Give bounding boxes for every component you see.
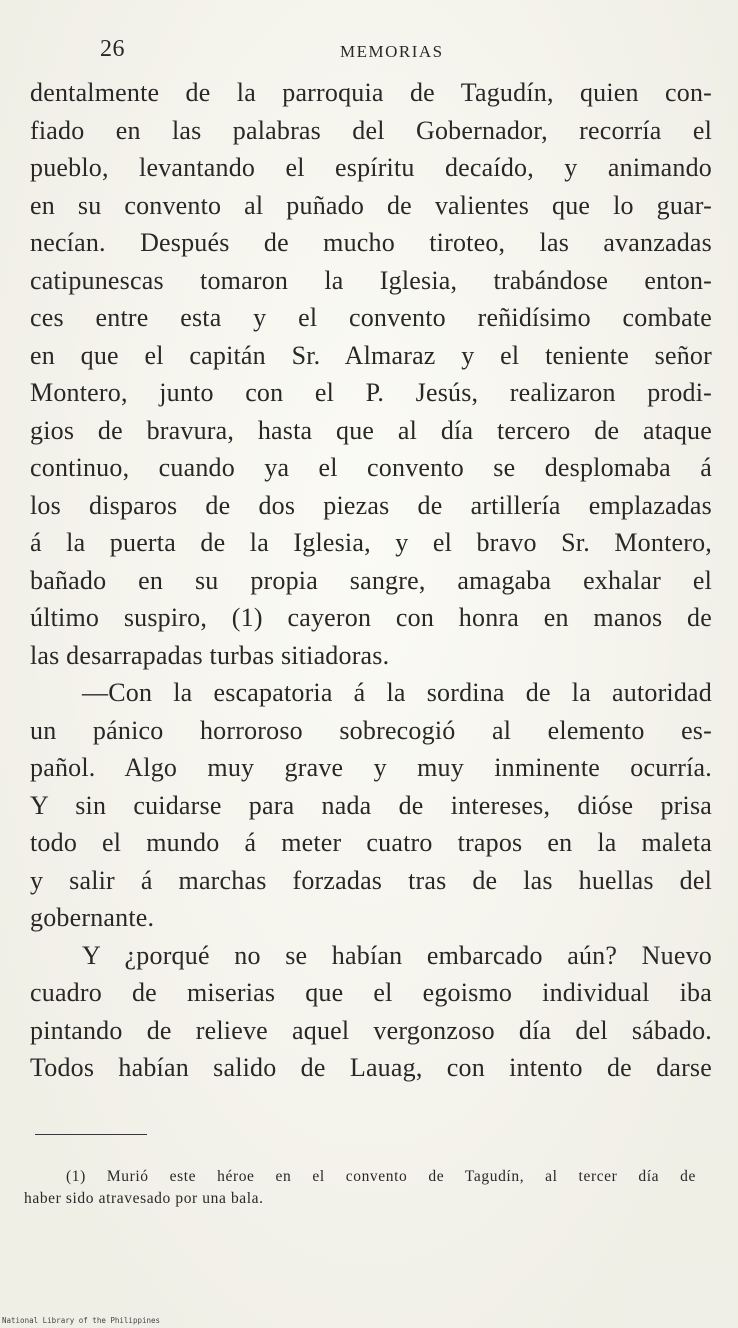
text-line: Montero, junto con el P. Jesús, realizaron prodi- <box>30 378 712 407</box>
library-credit: National Library of the Philippines <box>2 1316 161 1325</box>
text-line: pueblo, levantando el espíritu decaído, y animando <box>30 153 712 182</box>
text-line: dentalmente de la parroquia de Tagudín, quien con- <box>30 78 712 107</box>
page-header <box>100 36 640 66</box>
text-line: gobernante. <box>30 903 155 932</box>
text-line: un pánico horroroso sobrecogió al elemento es- <box>30 715 712 745</box>
footnotes <box>24 1166 696 1210</box>
footnote-line: haber sido atravesado por una bala. <box>24 1190 264 1207</box>
text-line: bañado en su propia sangre, amagaba exhalar el <box>30 565 712 595</box>
footnote-line: (1) Murió este héroe en el convento de Tagudín, al tercer día de <box>66 1168 696 1185</box>
text-line: pañol. Algo muy grave y muy inminente ocurría. <box>30 753 712 782</box>
body-text <box>30 74 712 1087</box>
text-line: fiado en las palabras del Gobernador, recorría el <box>30 115 712 145</box>
text-line: cuadro de miserias que el egoismo individual iba <box>30 978 712 1007</box>
text-line: continuo, cuando ya el convento se desplomaba á <box>30 453 712 482</box>
text-line: á la puerta de la Iglesia, y el bravo Sr. Montero, <box>30 528 712 557</box>
text-line: Y sin cuidarse para nada de intereses, dióse prisa <box>30 790 712 820</box>
text-line: todo el mundo á meter cuatro trapos en la maleta <box>30 828 712 857</box>
text-line: Y ¿porqué no se habían embarcado aún? Nuevo <box>82 940 712 970</box>
text-line: y salir á marchas forzadas tras de las huellas del <box>30 865 712 895</box>
text-line: último suspiro, (1) cayeron con honra en manos de <box>30 603 712 632</box>
running-head: MEMORIAS <box>340 42 444 61</box>
text-line: en que el capitán Sr. Almaraz y el teniente señor <box>30 340 712 370</box>
text-line: en su convento al puñado de valientes que lo guar- <box>30 190 712 220</box>
text-line: pintando de relieve aquel vergonzoso día del sábado. <box>30 1015 712 1045</box>
text-line: los disparos de dos piezas de artillería emplazadas <box>30 490 712 520</box>
text-line: ces entre esta y el convento reñidísimo combate <box>30 303 712 332</box>
text-line: catipunescas tomaron la Iglesia, trabándose enton- <box>30 265 712 295</box>
text-line: —Con la escapatoria á la sordina de la autoridad <box>82 678 712 707</box>
footnote-divider <box>35 1134 147 1135</box>
text-line: necían. Después de mucho tiroteo, las avanzadas <box>30 228 712 257</box>
text-line: gios de bravura, hasta que al día tercero de ataque <box>30 415 712 445</box>
page-number: 26 <box>100 36 125 62</box>
text-line: las desarrapadas turbas sitiadoras. <box>30 640 390 670</box>
text-line: Todos habían salido de Lauag, con intento de darse <box>30 1053 712 1082</box>
